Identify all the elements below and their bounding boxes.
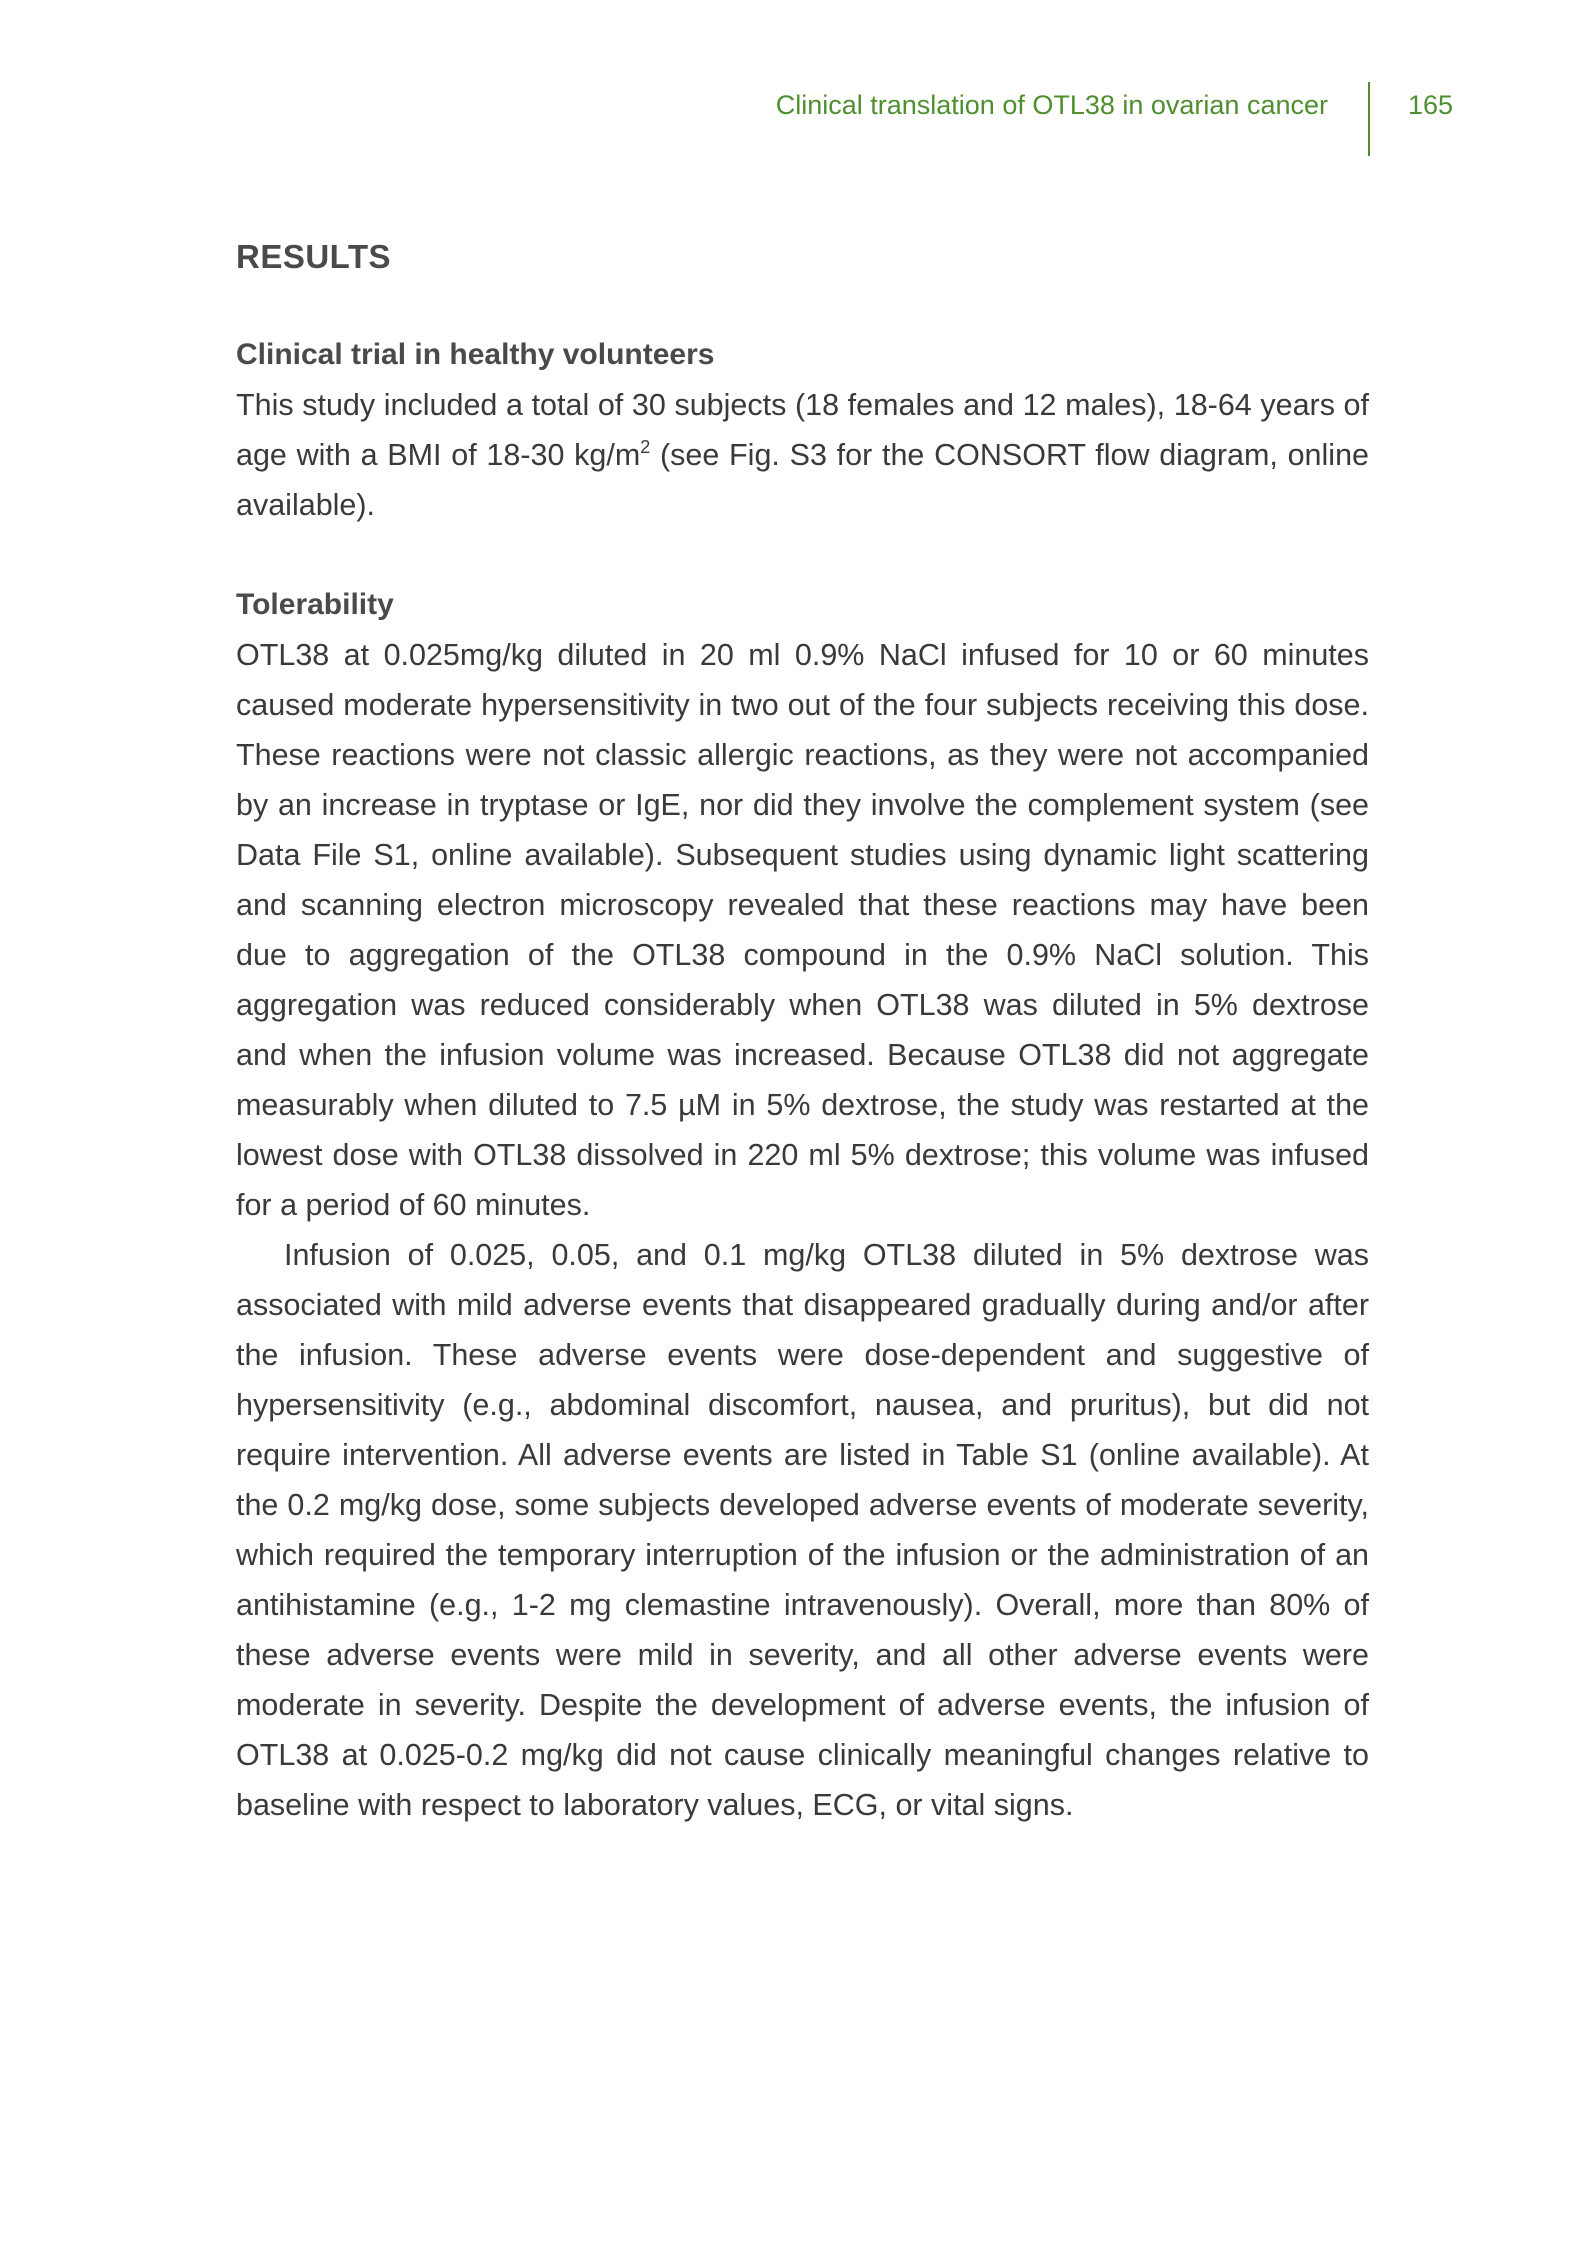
spacer bbox=[236, 280, 1369, 330]
page-number: 165 bbox=[1408, 90, 1454, 120]
subheading-healthy-volunteers: Clinical trial in healthy volunteers bbox=[236, 338, 715, 371]
main-content bbox=[236, 234, 1369, 1830]
header-divider bbox=[1368, 82, 1370, 156]
superscript: 2 bbox=[640, 437, 651, 457]
paragraph-healthy-volunteers bbox=[236, 380, 1369, 530]
spacer bbox=[236, 530, 1369, 580]
paragraph-text-part: This study included a total of 30 subjects (18 females and 12 males), 18-64 years of age with a BMI of 18-30 kg/m bbox=[236, 388, 1369, 472]
subheading-tolerability: Tolerability bbox=[236, 588, 394, 621]
paragraph-text-part: (see Fig. S3 for the CONSORT flow diagram, online available). bbox=[236, 438, 1369, 522]
running-header-title: Clinical translation of OTL38 in ovarian cancer bbox=[775, 90, 1328, 120]
paragraph-tolerability-1: OTL38 at 0.025mg/kg diluted in 20 ml 0.9% NaCl infused for 10 or 60 minutes caused moderate hypersensitivity in two out of the four subjects receiving this dose. These reactions were not classic allergic reactions, as they were not accompanied by an increase in tryptase or IgE, nor did they involve the complement system (see Data File S1, online available). Subsequent studies using dynamic light scattering and scanning electron microscopy revealed that these reactions may have been due to aggregation of the OTL38 compound in the 0.9% NaCl solution. This aggregation was reduced considerably when OTL38 was diluted in 5% dextrose and when the infusion volume was increased. Because OTL38 did not aggregate measurably when diluted to 7.5 µM in 5% dextrose, the study was restarted at the lowest dose with OTL38 dissolved in 220 ml 5% dextrose; this volume was infused for a period of 60 minutes. bbox=[236, 638, 1369, 1222]
section-title: RESULTS bbox=[236, 238, 392, 275]
paragraph-tolerability-2: Infusion of 0.025, 0.05, and 0.1 mg/kg OTL38 diluted in 5% dextrose was associated with mild adverse events that disappeared gradually during and/or after the infusion. These adverse events were dose-dependent and suggestive of hypersensitivity (e.g., abdominal discomfort, nausea, and pruritus), but did not require intervention. All adverse events are listed in Table S1 (online available). At the 0.2 mg/kg dose, some subjects developed adverse events of moderate severity, which required the temporary interruption of the infusion or the administration of an antihistamine (e.g., 1-2 mg clemastine intravenously). Overall, more than 80% of these adverse events were mild in severity, and all other adverse events were moderate in severity. Despite the development of adverse events, the infusion of OTL38 at 0.025-0.2 mg/kg did not cause clinically meaningful changes relative to baseline with respect to laboratory values, ECG, or vital signs. bbox=[236, 1238, 1369, 1822]
